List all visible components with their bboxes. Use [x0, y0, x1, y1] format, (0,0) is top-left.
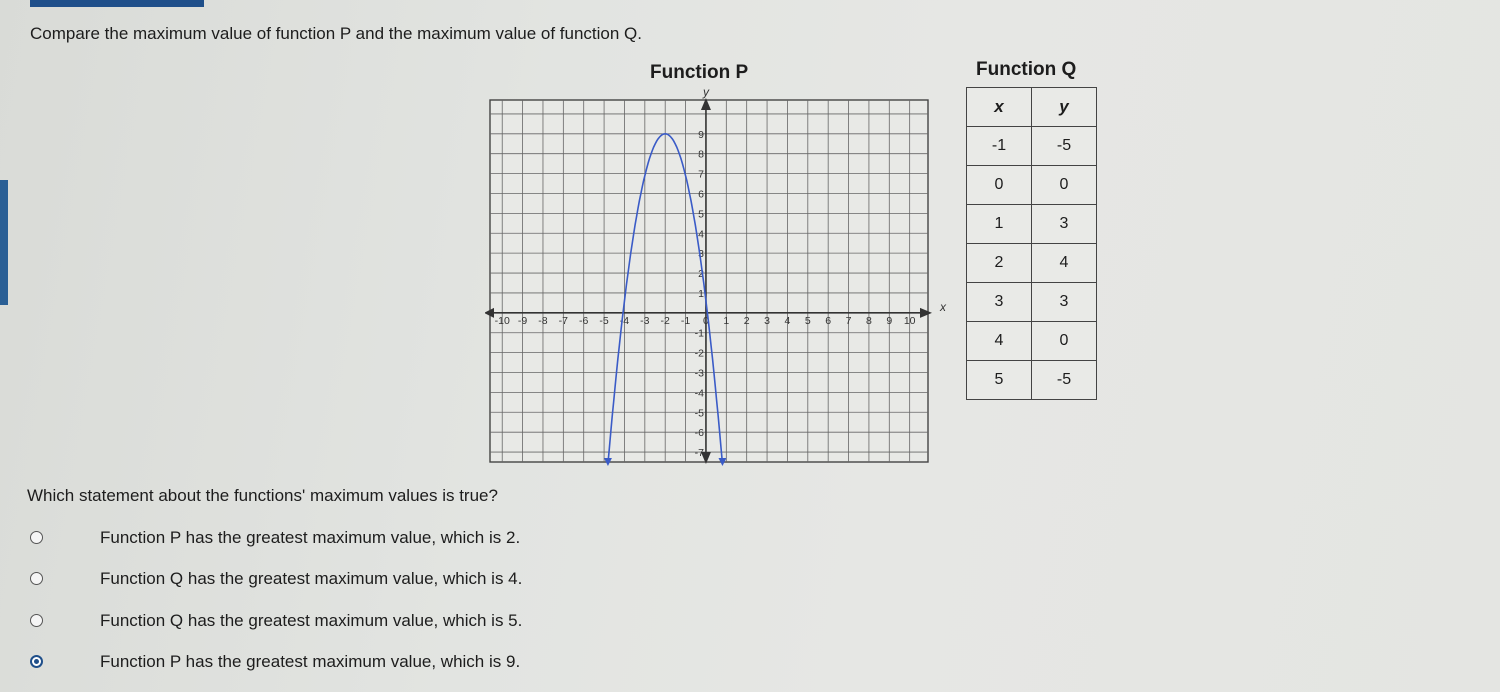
table-row [967, 205, 1097, 244]
answer-choice-label: Function Q has the greatest maximum value, which is 5. [100, 611, 523, 630]
function-q-title: Function Q [976, 59, 1077, 80]
y-tick-label: 1 [698, 287, 704, 300]
function-q-table [966, 87, 1097, 400]
y-tick-label: 2 [698, 268, 704, 281]
x-tick-label: -5 [599, 314, 609, 327]
table-row [967, 283, 1097, 322]
question-prompt: Compare the maximum value of function P and the maximum value of function Q. [30, 24, 642, 43]
function-p-title: Function P [650, 62, 749, 83]
table-row [967, 361, 1097, 400]
x-tick-label: -8 [538, 314, 548, 327]
x-tick-label: -3 [640, 314, 650, 327]
x-tick-label: 2 [743, 314, 750, 327]
table-cell-y: -5 [1032, 361, 1097, 400]
table-header-row [967, 88, 1097, 127]
table-cell-x: 2 [967, 244, 1032, 283]
y-tick-label: 5 [698, 208, 704, 221]
function-p-graph [485, 82, 955, 472]
x-tick-label: -1 [680, 314, 691, 327]
radio-selected-icon[interactable] [30, 655, 43, 668]
x-tick-label: 0 [703, 314, 709, 327]
x-tick-label: -10 [494, 314, 510, 327]
x-tick-label: -6 [579, 314, 589, 327]
y-tick-label: -6 [694, 427, 704, 440]
answer-choice-label: Function P has the greatest maximum value, which is 9. [100, 652, 521, 671]
table-row [967, 166, 1097, 205]
x-tick-label: 3 [764, 314, 770, 327]
y-tick-label: 6 [698, 188, 704, 201]
table-cell-x: 0 [967, 166, 1032, 205]
y-axis-label: y [702, 85, 709, 99]
radio-icon[interactable] [30, 614, 43, 627]
table-row [967, 244, 1097, 283]
y-tick-label: -5 [694, 407, 704, 420]
answer-choice-1[interactable] [28, 528, 628, 552]
table-header-x: x [967, 88, 1032, 127]
y-tick-label: 3 [698, 248, 704, 261]
y-tick-label: 8 [698, 148, 704, 161]
x-tick-label: 10 [903, 314, 916, 327]
table-row [967, 127, 1097, 166]
table-cell-x: 5 [967, 361, 1032, 400]
radio-icon[interactable] [30, 531, 43, 544]
y-tick-label: 4 [698, 228, 704, 241]
x-tick-label: -4 [619, 314, 630, 327]
x-tick-label: 8 [865, 314, 872, 327]
side-panel-edge [0, 180, 8, 305]
y-tick-label: 9 [698, 128, 704, 141]
table-header-y: y [1032, 88, 1097, 127]
x-tick-label: -2 [660, 314, 670, 327]
table-cell-y: 0 [1032, 166, 1097, 205]
answer-choice-label: Function P has the greatest maximum value, which is 2. [100, 528, 521, 547]
answer-choice-label: Function Q has the greatest maximum value, which is 4. [100, 569, 523, 588]
y-tick-label: -2 [694, 347, 704, 360]
table-cell-x: 3 [967, 283, 1032, 322]
x-axis-label: x [940, 299, 946, 314]
table-cell-x: -1 [967, 127, 1032, 166]
x-tick-label: 7 [845, 314, 852, 327]
x-tick-label: 1 [723, 314, 730, 327]
y-tick-label: -1 [694, 327, 704, 340]
y-tick-label: -7 [694, 447, 704, 460]
x-tick-label: 9 [886, 314, 893, 327]
question-text: Which statement about the functions' maximum values is true? [27, 486, 498, 505]
x-tick-label: -9 [517, 314, 528, 327]
table-cell-y: 4 [1032, 244, 1097, 283]
table-cell-y: 3 [1032, 283, 1097, 322]
answer-choice-2[interactable] [28, 569, 628, 593]
x-tick-label: 4 [784, 314, 791, 327]
graph-frame [490, 100, 928, 462]
radio-icon[interactable] [30, 572, 43, 585]
x-tick-label: 5 [804, 314, 811, 327]
table-cell-y: 3 [1032, 205, 1097, 244]
x-tick-label: -7 [558, 314, 569, 327]
table-cell-y: -5 [1032, 127, 1097, 166]
x-tick-label: 6 [825, 314, 832, 327]
table-cell-x: 1 [967, 205, 1032, 244]
y-tick-label: -4 [694, 387, 704, 400]
header-tab-bar [30, 0, 204, 7]
y-tick-label: -3 [694, 367, 704, 380]
table-row [967, 322, 1097, 361]
answer-choice-3[interactable] [28, 611, 628, 635]
table-cell-x: 4 [967, 322, 1032, 361]
y-tick-label: 7 [698, 168, 704, 181]
answer-choice-4[interactable] [28, 652, 628, 676]
table-cell-y: 0 [1032, 322, 1097, 361]
